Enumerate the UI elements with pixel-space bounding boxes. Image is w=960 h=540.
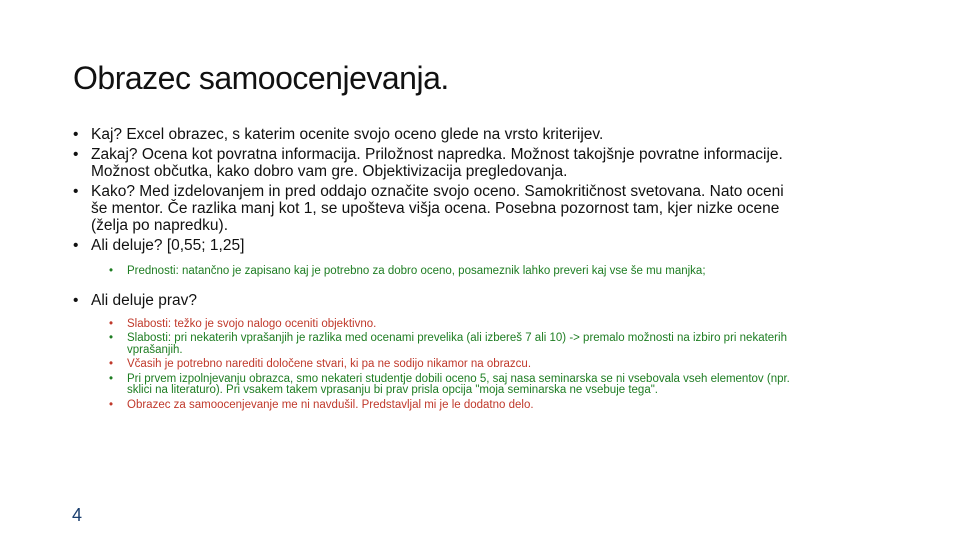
bullet-dot: • bbox=[73, 146, 79, 163]
bullet-lead: Kako? bbox=[91, 183, 135, 200]
con-text: Včasih je potrebno narediti določene stvari, ki pa ne sodijo nikamor na obrazcu. bbox=[127, 358, 532, 370]
bullet-dot: • bbox=[109, 332, 114, 344]
bullet-lead: Ali deluje? [0,55; 1,25] bbox=[91, 237, 245, 254]
con-item bbox=[109, 400, 793, 412]
page-number: 4 bbox=[72, 505, 83, 525]
bullet-text: Excel obrazec, s katerim ocenite svojo oceno glede na vrsto kriterijev. bbox=[122, 126, 604, 143]
bullet-kako bbox=[73, 183, 793, 234]
con-item bbox=[109, 333, 793, 356]
con-text: Slabosti: težko je svojo nalogo oceniti objektivno. bbox=[127, 317, 377, 330]
bullet-text: Ocena kot povratna informacija. Priložnost napredka. Možnost takojšnje povratne informacije. Možnost občutka, kako dobro vam gre. Objektivizacija pregledovanja. bbox=[91, 146, 783, 180]
bullet-dot: • bbox=[73, 237, 79, 254]
slide-title: Obrazec samoocenjevanja. bbox=[73, 60, 449, 96]
bullet-dot: • bbox=[73, 126, 79, 143]
bullet-lead: Zakaj? bbox=[91, 146, 138, 163]
bullet-dot: • bbox=[109, 358, 114, 370]
bullet-dot: • bbox=[109, 398, 114, 411]
bullet-dot: • bbox=[109, 317, 114, 330]
pros-list bbox=[73, 266, 793, 278]
bullet-lead: Ali deluje prav? bbox=[91, 291, 197, 309]
bullet-zakaj bbox=[73, 146, 793, 180]
bullet-lead: Kaj? bbox=[91, 126, 123, 143]
bullet-text: Med izdelovanjem in pred oddajo označite svojo oceno. Samokritičnost svetovana. Nato oceni še mentor. Če razlika manj kot 1, se upošteva višja ocena. Posebna pozornost tam, kjer nizke ocene (želja po napredku). bbox=[91, 183, 784, 234]
bullet-dot: • bbox=[73, 183, 79, 200]
bullet-ali-deluje-prav bbox=[73, 292, 793, 309]
con-item bbox=[109, 359, 793, 371]
con-item bbox=[109, 319, 793, 331]
con-text: Slabosti: pri nekaterih vprašanjih je razlika med ocenami prevelika (ali izbereš 7 ali 10) -> premalo možnosti na izbiro pri nekaterih vprašanjih. bbox=[127, 332, 787, 356]
con-text: Obrazec za samoocenjevanje me ni navdušil. Predstavljal mi je le dodatno delo. bbox=[127, 398, 534, 411]
bullet-ali-deluje bbox=[73, 237, 793, 254]
bullet-dot: • bbox=[109, 265, 114, 277]
bullet-list bbox=[73, 126, 793, 414]
con-text: Pri prvem izpolnjevanju obrazca, smo nekateri studentje dobili oceno 5, saj nasa seminarska se ni vsebovala vseh elementov (npr. sklici na literaturo). Pri vsakem takem vprasanju bi prav prisla opcija "moja seminarska ne vsebuje tega". bbox=[127, 372, 790, 396]
pro-text: Prednosti: natančno je zapisano kaj je potrebno za dobro oceno, posameznik lahko preveri kaj vse še mu manjka; bbox=[127, 265, 706, 277]
bullet-kaj bbox=[73, 126, 793, 143]
con-item bbox=[109, 374, 793, 397]
pro-item bbox=[109, 266, 793, 278]
cons-list bbox=[73, 319, 793, 412]
bullet-dot: • bbox=[73, 291, 79, 309]
bullet-dot: • bbox=[109, 372, 114, 385]
